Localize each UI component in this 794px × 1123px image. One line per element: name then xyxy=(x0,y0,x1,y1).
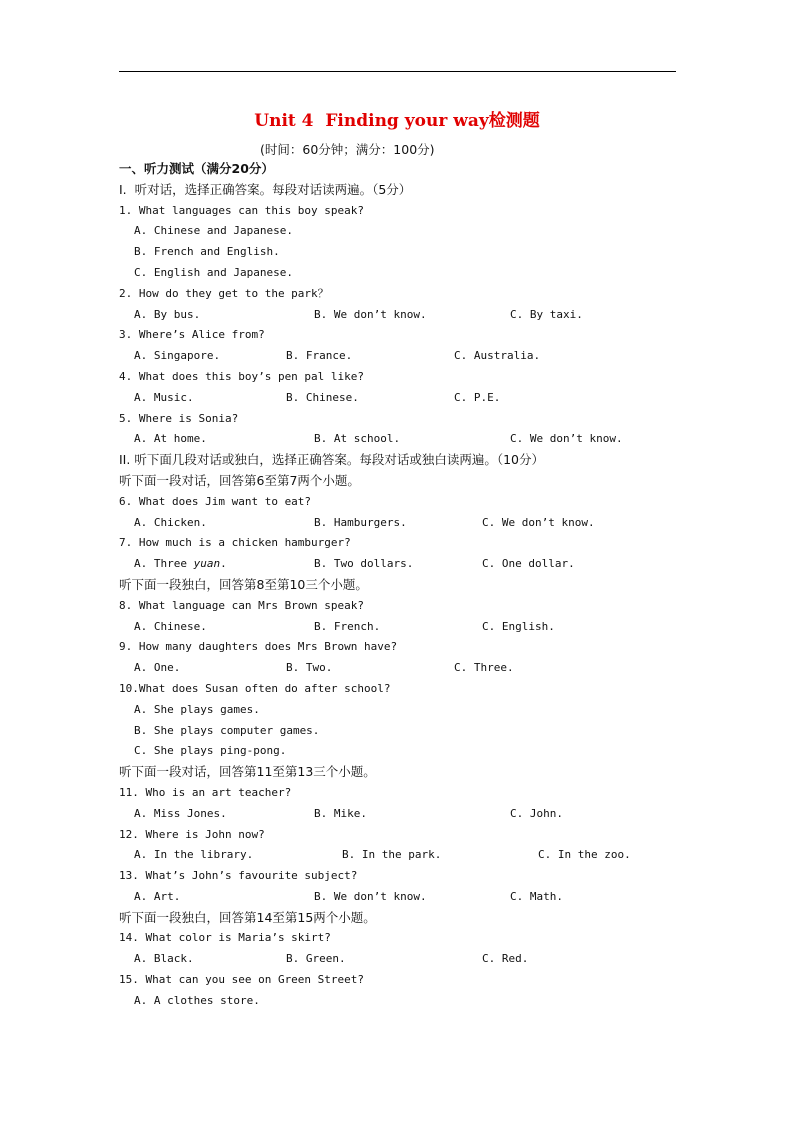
option-a: A. Chinese. xyxy=(134,619,207,633)
option-a: A. One. xyxy=(134,661,181,675)
option-b: B. France. xyxy=(286,349,353,363)
option-c: C. We don’t know. xyxy=(482,515,595,529)
option xyxy=(119,221,679,242)
question: 11. Who is an art teacher? xyxy=(119,785,292,799)
section-heading: 一、听力测试（满分20分） xyxy=(119,161,274,176)
option-a: A. By bus. xyxy=(134,307,201,321)
question: 6. What does Jim want to eat? xyxy=(119,494,312,508)
page-title: Unit 4 Finding your way检测题 xyxy=(254,111,540,131)
option xyxy=(119,263,679,284)
option-row xyxy=(119,949,679,970)
option-row xyxy=(119,346,679,367)
option-row xyxy=(119,388,679,409)
option-c: C. Math. xyxy=(510,889,563,903)
option-a: A. Music. xyxy=(134,390,194,404)
option-a: A. A clothes store. xyxy=(134,993,260,1007)
question: 14. What color is Maria’s skirt? xyxy=(119,931,331,945)
option-row xyxy=(119,887,679,908)
time-score-note: (时间：60分钟；满分：100分) xyxy=(260,142,435,157)
option-row xyxy=(119,845,679,866)
option-row xyxy=(119,658,679,679)
option-b: B. In the park. xyxy=(342,848,442,862)
sub-instruction: 听下面一段独白，回答第8至第10三个小题。 xyxy=(119,576,368,592)
question: 8. What language can Mrs Brown speak? xyxy=(119,598,365,612)
option-row xyxy=(119,554,679,575)
option-b: B. French and English. xyxy=(134,245,280,259)
option-c: C. Red. xyxy=(482,952,529,966)
option-b: B. French. xyxy=(314,619,381,633)
option-c: C. Australia. xyxy=(454,349,541,363)
option-c: C. Three. xyxy=(454,661,514,675)
option-c: C. She plays ping-pong. xyxy=(134,744,287,758)
option-a-prefix: A. Three xyxy=(134,557,194,571)
option xyxy=(119,741,679,762)
option xyxy=(119,700,679,721)
option xyxy=(119,242,679,263)
option-c: C. English and Japanese. xyxy=(134,265,293,279)
option-b: B. We don’t know. xyxy=(314,889,427,903)
option-b: B. Two. xyxy=(286,661,333,675)
sub-instruction: 听下面一段独白，回答第14至第15两个小题。 xyxy=(119,909,376,925)
option-row xyxy=(119,617,679,638)
question: 13. What’s John’s favourite subject? xyxy=(119,869,358,883)
sub-instruction: 听下面一段对话，回答第11至第13三个小题。 xyxy=(119,764,376,780)
question: 9. How many daughters does Mrs Brown have? xyxy=(119,640,398,654)
question: 2. How do they get to the park？ xyxy=(119,286,329,300)
option-c: C. By taxi. xyxy=(510,307,583,321)
part-instruction: I. 听对话，选择正确答案。每段对话读两遍。（5分） xyxy=(119,181,412,197)
option-b: B. Two dollars. xyxy=(314,557,414,571)
option-b: B. Green. xyxy=(286,952,346,966)
option-a: A. In the library. xyxy=(134,848,254,862)
option-a-currency: yuan xyxy=(193,557,221,571)
option-a xyxy=(134,554,227,575)
question: 5. Where is Sonia? xyxy=(119,411,239,425)
question: 15. What can you see on Green Street? xyxy=(119,973,365,987)
option-c: C. In the zoo. xyxy=(538,848,631,862)
option-a: A. Singapore. xyxy=(134,349,221,363)
option-a: A. She plays games. xyxy=(134,702,260,716)
option-a: A. Black. xyxy=(134,952,194,966)
question: 12. Where is John now? xyxy=(119,827,265,841)
option-a: A. At home. xyxy=(134,432,207,446)
option-row xyxy=(119,429,679,450)
exam-content xyxy=(119,159,679,1012)
option-a: A. Chinese and Japanese. xyxy=(134,224,293,238)
option-c: C. P.E. xyxy=(454,390,501,404)
option-row xyxy=(119,804,679,825)
question: 7. How much is a chicken hamburger? xyxy=(119,536,351,550)
sub-instruction: 听下面一段对话，回答第6至第7两个小题。 xyxy=(119,472,360,488)
option-row xyxy=(119,305,679,326)
option-row xyxy=(119,513,679,534)
question: 3. Where’s Alice from? xyxy=(119,328,265,342)
question: 10.What does Susan often do after school? xyxy=(119,681,391,695)
option-a: A. Miss Jones. xyxy=(134,806,227,820)
option-a-suffix: . xyxy=(220,557,227,571)
option xyxy=(119,721,679,742)
header-rule xyxy=(119,71,676,72)
option xyxy=(119,991,679,1012)
option-b: B. Hamburgers. xyxy=(314,515,407,529)
option-b: B. Chinese. xyxy=(286,390,359,404)
option-a: A. Chicken. xyxy=(134,515,207,529)
option-c: C. One dollar. xyxy=(482,557,575,571)
option-b: B. At school. xyxy=(314,432,401,446)
option-c: C. We don’t know. xyxy=(510,432,623,446)
option-b: B. We don’t know. xyxy=(314,307,427,321)
option-a: A. Art. xyxy=(134,889,181,903)
question: 4. What does this boy’s pen pal like? xyxy=(119,369,365,383)
option-b: B. She plays computer games. xyxy=(134,723,320,737)
part-instruction: II. 听下面几段对话或独白，选择正确答案。每段对话或独白读两遍。（10分） xyxy=(119,452,544,468)
question: 1. What languages can this boy speak? xyxy=(119,203,365,217)
option-b: B. Mike. xyxy=(314,806,367,820)
option-c: C. John. xyxy=(510,806,563,820)
option-c: C. English. xyxy=(482,619,555,633)
